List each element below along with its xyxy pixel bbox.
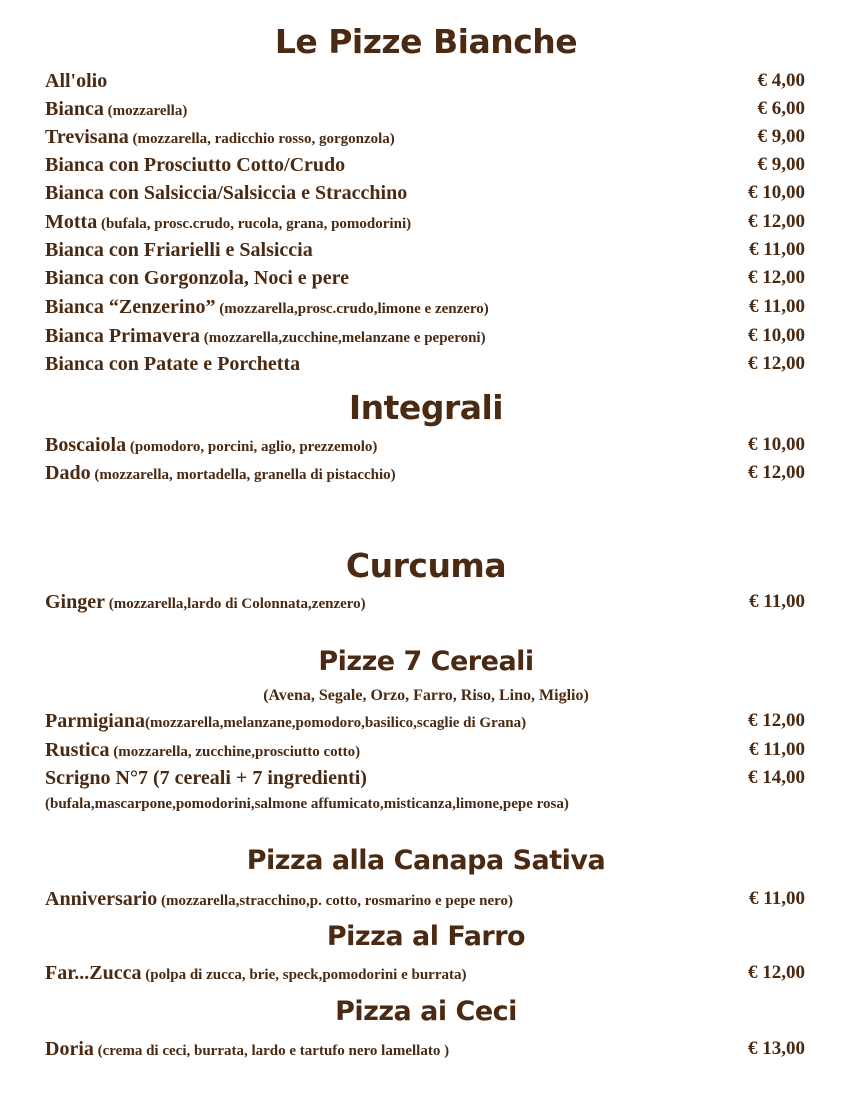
item-price: € 12,00	[748, 211, 805, 232]
item-desc: (mozzarella, radicchio rosso, gorgonzola)	[128, 131, 395, 147]
menu-item	[45, 239, 805, 267]
item-price: € 11,00	[749, 296, 805, 317]
item-price: € 11,00	[749, 739, 805, 760]
section-subtitle-cereali: (Avena, Segale, Orzo, Farro, Riso, Lino, Miglio)	[263, 687, 589, 704]
item-name: Bianca con Salsiccia/Salsiccia e Stracchino	[45, 182, 408, 204]
item-price: € 13,00	[748, 1038, 805, 1059]
menu-item	[45, 267, 805, 295]
item-desc: (mozzarella,prosc.crudo,limone e zenzero)	[215, 301, 489, 317]
section-title-ceci: Pizza ai Ceci	[335, 996, 517, 1027]
item-name: Boscaiola	[45, 434, 127, 456]
menu-item	[45, 767, 805, 795]
menu-item	[45, 962, 805, 990]
menu-item	[45, 710, 805, 738]
item-price: € 14,00	[748, 767, 805, 788]
menu-item	[45, 353, 805, 381]
menu-item	[45, 211, 805, 239]
item-name: Bianca con Friarielli e Salsiccia	[45, 239, 313, 261]
item-name: Trevisana	[45, 126, 129, 148]
item-price: € 12,00	[748, 710, 805, 731]
item-name: All'olio	[45, 70, 108, 92]
item-desc: (mozzarella,zucchine,melanzane e peperoni)	[199, 330, 486, 346]
menu-item	[45, 296, 805, 324]
item-desc: (mozzarella,stracchino,p. cotto, rosmarino e pepe nero)	[157, 893, 513, 909]
menu-item	[45, 462, 805, 490]
item-price: € 10,00	[748, 434, 805, 455]
item-price: € 12,00	[748, 962, 805, 983]
item-price: € 9,00	[757, 126, 805, 147]
menu-item	[45, 182, 805, 210]
menu-item	[45, 1038, 805, 1066]
item-name: Doria	[45, 1038, 94, 1060]
menu-item	[45, 126, 805, 154]
item-name: Motta	[45, 211, 98, 233]
item-desc: (polpa di zucca, brie, speck,pomodorini e burrata)	[141, 967, 467, 983]
menu-item	[45, 739, 805, 767]
item-price: € 10,00	[748, 182, 805, 203]
item-desc: (mozzarella, mortadella, granella di pistacchio)	[90, 467, 396, 483]
item-name: Bianca “Zenzerino”	[45, 296, 216, 318]
menu-item	[45, 70, 805, 98]
item-price: € 9,00	[757, 154, 805, 175]
item-price: € 12,00	[748, 353, 805, 374]
item-name: Far...Zucca	[45, 962, 142, 984]
section-title-cereali: Pizze 7 Cereali	[318, 646, 534, 677]
item-name: Rustica	[45, 739, 110, 761]
item-name: Dado	[45, 462, 91, 484]
scrigno-ingredients: (bufala,mascarpone,pomodorini,salmone affumicato,misticanza,limone,pepe rosa)	[45, 796, 569, 812]
menu-item	[45, 434, 805, 462]
menu-item	[45, 154, 805, 182]
menu-item	[45, 98, 805, 126]
item-name: Bianca	[45, 98, 104, 120]
item-price: € 10,00	[748, 325, 805, 346]
item-name: Parmigiana	[45, 710, 145, 732]
item-desc: (bufala, prosc.crudo, rucola, grana, pomodorini)	[97, 216, 412, 232]
section-title-integrali: Integrali	[348, 388, 504, 427]
item-price: € 4,00	[757, 70, 805, 91]
item-name: Scrigno N°7 (7 cereali + 7 ingredienti)	[45, 767, 367, 789]
menu-item	[45, 591, 805, 619]
item-price: € 11,00	[749, 591, 805, 612]
item-price: € 11,00	[749, 239, 805, 260]
item-desc: (mozzarella,melanzane,pomodoro,basilico,scaglie di Grana)	[145, 715, 527, 731]
item-desc: (mozzarella)	[103, 103, 188, 119]
item-name: Anniversario	[45, 888, 158, 910]
item-name: Ginger	[45, 591, 105, 613]
section-title-curcuma: Curcuma	[345, 546, 507, 585]
item-price: € 12,00	[748, 267, 805, 288]
menu-item	[45, 325, 805, 353]
menu-item	[45, 888, 805, 916]
item-price: € 12,00	[748, 462, 805, 483]
item-name: Bianca con Gorgonzola, Noci e pere	[45, 267, 350, 289]
item-price: € 11,00	[749, 888, 805, 909]
section-title-bianche: Le Pizze Bianche	[274, 22, 578, 61]
item-price: € 6,00	[757, 98, 805, 119]
item-name: Bianca con Prosciutto Cotto/Crudo	[45, 154, 346, 176]
item-desc: (pomodoro, porcini, aglio, prezzemolo)	[126, 439, 378, 455]
item-desc: (crema di ceci, burrata, lardo e tartufo nero lamellato )	[93, 1043, 450, 1059]
item-name: Bianca Primavera	[45, 325, 200, 347]
section-title-farro: Pizza al Farro	[326, 921, 526, 952]
item-name: Bianca con Patate e Porchetta	[45, 353, 301, 375]
item-desc: (mozzarella,lardo di Colonnata,zenzero)	[105, 596, 366, 612]
item-desc: (mozzarella, zucchine,prosciutto cotto)	[109, 744, 361, 760]
section-title-canapa: Pizza alla Canapa Sativa	[246, 845, 606, 876]
